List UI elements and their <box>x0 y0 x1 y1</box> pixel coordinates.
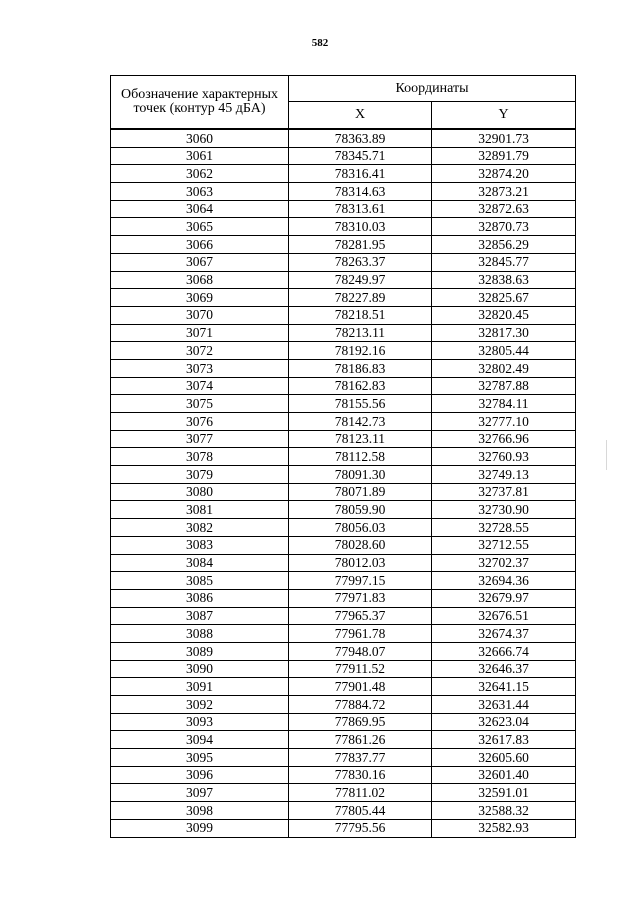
x-coordinate-cell: 77971.83 <box>289 589 432 607</box>
y-coordinate-cell: 32617.83 <box>432 731 576 749</box>
point-cell: 3062 <box>111 165 289 183</box>
x-coordinate-cell: 77805.44 <box>289 802 432 820</box>
y-coordinate-cell: 32856.29 <box>432 236 576 254</box>
point-cell: 3067 <box>111 253 289 271</box>
x-coordinate-cell: 78363.89 <box>289 129 432 147</box>
point-cell: 3066 <box>111 236 289 254</box>
x-coordinate-cell: 78192.16 <box>289 342 432 360</box>
x-column-header: X <box>289 102 432 129</box>
table-row <box>111 802 576 820</box>
table-body <box>111 129 576 837</box>
y-coordinate-cell: 32601.40 <box>432 766 576 784</box>
table-row <box>111 483 576 501</box>
table-row <box>111 466 576 484</box>
y-coordinate-cell: 32623.04 <box>432 713 576 731</box>
point-cell: 3074 <box>111 377 289 395</box>
table-row <box>111 642 576 660</box>
point-cell: 3063 <box>111 183 289 201</box>
header-row-top <box>111 76 576 102</box>
point-cell: 3091 <box>111 678 289 696</box>
x-coordinate-cell: 77884.72 <box>289 696 432 714</box>
x-coordinate-cell: 78091.30 <box>289 466 432 484</box>
y-coordinate-cell: 32872.63 <box>432 200 576 218</box>
table-row <box>111 607 576 625</box>
table-row <box>111 430 576 448</box>
x-coordinate-cell: 78316.41 <box>289 165 432 183</box>
table-row <box>111 731 576 749</box>
table-row <box>111 678 576 696</box>
x-coordinate-cell: 78281.95 <box>289 236 432 254</box>
point-cell: 3084 <box>111 554 289 572</box>
table-row <box>111 271 576 289</box>
table-row <box>111 218 576 236</box>
table-row <box>111 625 576 643</box>
table-row <box>111 660 576 678</box>
point-cell: 3081 <box>111 501 289 519</box>
x-coordinate-cell: 77830.16 <box>289 766 432 784</box>
x-coordinate-cell: 77811.02 <box>289 784 432 802</box>
y-coordinate-cell: 32676.51 <box>432 607 576 625</box>
y-coordinate-cell: 32730.90 <box>432 501 576 519</box>
point-cell: 3080 <box>111 483 289 501</box>
y-coordinate-cell: 32825.67 <box>432 289 576 307</box>
y-coordinate-cell: 32805.44 <box>432 342 576 360</box>
x-coordinate-cell: 78313.61 <box>289 200 432 218</box>
y-coordinate-cell: 32702.37 <box>432 554 576 572</box>
x-coordinate-cell: 77837.77 <box>289 749 432 767</box>
table-row <box>111 165 576 183</box>
point-cell: 3097 <box>111 784 289 802</box>
x-coordinate-cell: 78056.03 <box>289 519 432 537</box>
x-coordinate-cell: 77861.26 <box>289 731 432 749</box>
x-coordinate-cell: 78213.11 <box>289 324 432 342</box>
y-coordinate-cell: 32646.37 <box>432 660 576 678</box>
point-cell: 3076 <box>111 413 289 431</box>
table-row <box>111 766 576 784</box>
point-cell: 3096 <box>111 766 289 784</box>
x-coordinate-cell: 77869.95 <box>289 713 432 731</box>
x-coordinate-cell: 78186.83 <box>289 359 432 377</box>
point-cell: 3079 <box>111 466 289 484</box>
y-coordinate-cell: 32760.93 <box>432 448 576 466</box>
x-coordinate-cell: 77795.56 <box>289 819 432 837</box>
table-row <box>111 696 576 714</box>
point-cell: 3087 <box>111 607 289 625</box>
point-cell: 3085 <box>111 572 289 590</box>
table-row <box>111 359 576 377</box>
x-coordinate-cell: 78345.71 <box>289 147 432 165</box>
x-coordinate-cell: 77911.52 <box>289 660 432 678</box>
table-row <box>111 536 576 554</box>
point-cell: 3075 <box>111 395 289 413</box>
x-coordinate-cell: 78249.97 <box>289 271 432 289</box>
y-coordinate-cell: 32588.32 <box>432 802 576 820</box>
y-coordinate-cell: 32631.44 <box>432 696 576 714</box>
x-coordinate-cell: 78071.89 <box>289 483 432 501</box>
point-cell: 3060 <box>111 129 289 147</box>
coordinates-header: Координаты <box>289 76 576 102</box>
y-coordinate-cell: 32749.13 <box>432 466 576 484</box>
y-coordinate-cell: 32641.15 <box>432 678 576 696</box>
table-row <box>111 377 576 395</box>
table-row <box>111 306 576 324</box>
table-row <box>111 200 576 218</box>
y-coordinate-cell: 32582.93 <box>432 819 576 837</box>
y-coordinate-cell: 32679.97 <box>432 589 576 607</box>
table-row <box>111 236 576 254</box>
table-row <box>111 147 576 165</box>
point-cell: 3082 <box>111 519 289 537</box>
y-coordinate-cell: 32891.79 <box>432 147 576 165</box>
point-cell: 3068 <box>111 271 289 289</box>
x-coordinate-cell: 78155.56 <box>289 395 432 413</box>
point-cell: 3090 <box>111 660 289 678</box>
point-cell: 3078 <box>111 448 289 466</box>
point-cell: 3073 <box>111 359 289 377</box>
y-coordinate-cell: 32777.10 <box>432 413 576 431</box>
point-cell: 3092 <box>111 696 289 714</box>
table-row <box>111 413 576 431</box>
margin-scan-mark <box>606 440 607 470</box>
y-coordinate-cell: 32870.73 <box>432 218 576 236</box>
x-coordinate-cell: 78059.90 <box>289 501 432 519</box>
point-cell: 3086 <box>111 589 289 607</box>
y-coordinate-cell: 32666.74 <box>432 642 576 660</box>
y-coordinate-cell: 32874.20 <box>432 165 576 183</box>
x-coordinate-cell: 77948.07 <box>289 642 432 660</box>
point-cell: 3098 <box>111 802 289 820</box>
table-row <box>111 784 576 802</box>
page-number: 582 <box>311 37 329 49</box>
x-coordinate-cell: 78123.11 <box>289 430 432 448</box>
y-coordinate-cell: 32787.88 <box>432 377 576 395</box>
table-row <box>111 324 576 342</box>
point-cell: 3064 <box>111 200 289 218</box>
point-cell: 3094 <box>111 731 289 749</box>
point-name-header: Обозначение характерных точек (контур 45 дБА) <box>111 76 289 130</box>
x-coordinate-cell: 78218.51 <box>289 306 432 324</box>
y-coordinate-cell: 32838.63 <box>432 271 576 289</box>
table-row <box>111 289 576 307</box>
y-coordinate-cell: 32901.73 <box>432 129 576 147</box>
table-row <box>111 501 576 519</box>
point-cell: 3083 <box>111 536 289 554</box>
point-cell: 3070 <box>111 306 289 324</box>
point-cell: 3072 <box>111 342 289 360</box>
y-coordinate-cell: 32784.11 <box>432 395 576 413</box>
table-row <box>111 183 576 201</box>
y-coordinate-cell: 32766.96 <box>432 430 576 448</box>
y-column-header: Y <box>432 102 576 129</box>
x-coordinate-cell: 78162.83 <box>289 377 432 395</box>
y-coordinate-cell: 32817.30 <box>432 324 576 342</box>
y-coordinate-cell: 32820.45 <box>432 306 576 324</box>
point-cell: 3065 <box>111 218 289 236</box>
y-coordinate-cell: 32873.21 <box>432 183 576 201</box>
y-coordinate-cell: 32737.81 <box>432 483 576 501</box>
table-row <box>111 448 576 466</box>
x-coordinate-cell: 77965.37 <box>289 607 432 625</box>
table-row <box>111 749 576 767</box>
x-coordinate-cell: 78314.63 <box>289 183 432 201</box>
table-row <box>111 519 576 537</box>
point-cell: 3095 <box>111 749 289 767</box>
x-coordinate-cell: 78012.03 <box>289 554 432 572</box>
y-coordinate-cell: 32802.49 <box>432 359 576 377</box>
point-cell: 3099 <box>111 819 289 837</box>
y-coordinate-cell: 32694.36 <box>432 572 576 590</box>
y-coordinate-cell: 32712.55 <box>432 536 576 554</box>
y-coordinate-cell: 32605.60 <box>432 749 576 767</box>
y-coordinate-cell: 32845.77 <box>432 253 576 271</box>
point-cell: 3077 <box>111 430 289 448</box>
point-cell: 3071 <box>111 324 289 342</box>
point-cell: 3088 <box>111 625 289 643</box>
table-row <box>111 129 576 147</box>
x-coordinate-cell: 78112.58 <box>289 448 432 466</box>
point-cell: 3069 <box>111 289 289 307</box>
table-row <box>111 819 576 837</box>
point-cell: 3093 <box>111 713 289 731</box>
table-row <box>111 713 576 731</box>
table-row <box>111 395 576 413</box>
x-coordinate-cell: 77961.78 <box>289 625 432 643</box>
y-coordinate-cell: 32728.55 <box>432 519 576 537</box>
table-row <box>111 342 576 360</box>
x-coordinate-cell: 78263.37 <box>289 253 432 271</box>
y-coordinate-cell: 32591.01 <box>432 784 576 802</box>
x-coordinate-cell: 78028.60 <box>289 536 432 554</box>
point-cell: 3061 <box>111 147 289 165</box>
y-coordinate-cell: 32674.37 <box>432 625 576 643</box>
x-coordinate-cell: 78142.73 <box>289 413 432 431</box>
x-coordinate-cell: 77901.48 <box>289 678 432 696</box>
coordinates-table <box>110 75 576 838</box>
point-cell: 3089 <box>111 642 289 660</box>
x-coordinate-cell: 77997.15 <box>289 572 432 590</box>
table-row <box>111 554 576 572</box>
x-coordinate-cell: 78310.03 <box>289 218 432 236</box>
table-row <box>111 253 576 271</box>
table-row <box>111 572 576 590</box>
x-coordinate-cell: 78227.89 <box>289 289 432 307</box>
table-row <box>111 589 576 607</box>
